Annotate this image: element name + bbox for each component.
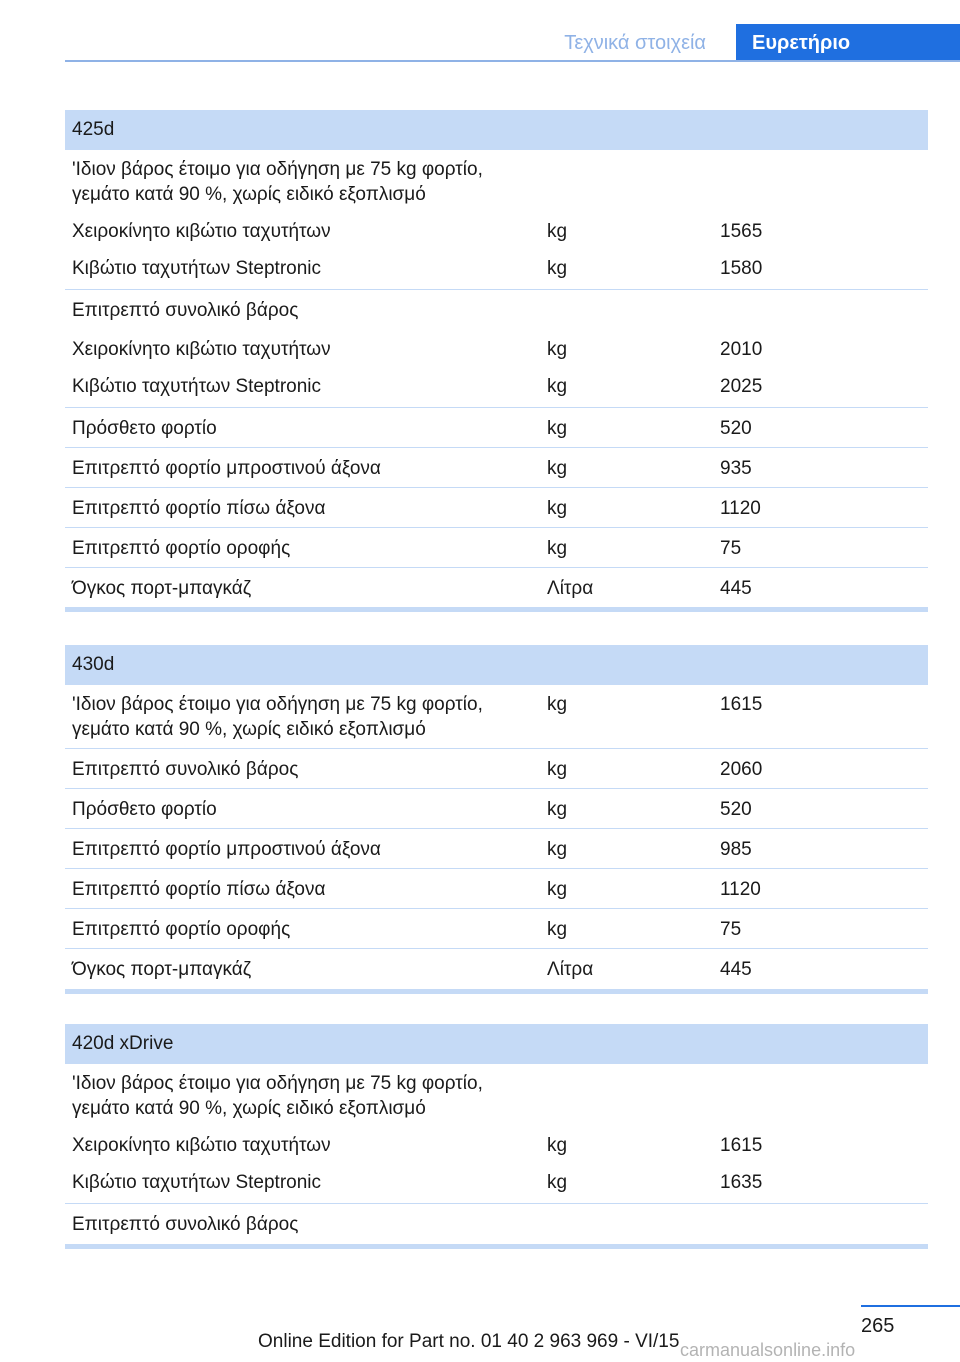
row-value (712, 1212, 928, 1237)
row-unit: kg (547, 258, 568, 279)
row-value: 1635 (720, 1172, 763, 1193)
row-unit: Λίτρα (547, 959, 594, 980)
row-label: Κιβώτιο ταχυτήτων Steptronic (72, 1172, 322, 1193)
row-label: Επιτρεπτό φορτίο μπροστινού άξονα (72, 839, 381, 860)
row-label: Επιτρεπτό φορτίο οροφής (72, 538, 291, 559)
row-value: 1580 (720, 258, 763, 279)
row-label: Χειροκίνητο κιβώτιο ταχυτήτων (72, 1135, 331, 1156)
table-title: 420d xDrive (65, 1024, 928, 1064)
row-unit: kg (547, 879, 568, 900)
page-header (65, 24, 960, 62)
row-value: 935 (720, 458, 752, 479)
table-row (65, 1204, 928, 1244)
row-label: 'Ιδιον βάρος έτοιμο για οδήγηση με 75 kg φορτίο, γεμάτο κατά 90 %, χωρίς ειδικό εξοπλισμό (72, 1073, 483, 1119)
row-value: 2010 (720, 339, 763, 360)
table-row (65, 250, 928, 290)
spec-table-430d (65, 645, 928, 994)
row-label: Επιτρεπτό φορτίο πίσω άξονα (72, 879, 326, 900)
row-label: Πρόσθετο φορτίο (72, 418, 217, 439)
table-row (65, 211, 928, 250)
table-row (65, 1064, 928, 1125)
section-tab-technical-data[interactable]: Τεχνικά στοιχεία (564, 32, 706, 54)
row-label: Επιτρεπτό συνολικό βάρος (72, 759, 299, 780)
row-label: Όγκος πορτ-μπαγκάζ (72, 578, 252, 599)
row-label: Πρόσθετο φορτίο (72, 799, 217, 820)
table-row (65, 408, 928, 448)
row-value: 2025 (720, 376, 763, 397)
table-row (65, 685, 928, 749)
edition-footer: Online Edition for Part no. 01 40 2 963 969 - VI/15 (258, 1331, 680, 1352)
row-unit: kg (547, 799, 568, 820)
row-unit (539, 157, 712, 207)
table-row (65, 488, 928, 528)
table-row (65, 568, 928, 607)
row-label: Επιτρεπτό φορτίο πίσω άξονα (72, 498, 326, 519)
table-row (65, 789, 928, 829)
row-label: Χειροκίνητο κιβώτιο ταχυτήτων (72, 221, 331, 242)
spec-table-425d (65, 110, 928, 612)
table-row (65, 368, 928, 408)
header-divider (65, 60, 960, 62)
row-value: 2060 (720, 759, 763, 780)
row-label: Χειροκίνητο κιβώτιο ταχυτήτων (72, 339, 331, 360)
row-label: Επιτρεπτό φορτίο οροφής (72, 919, 291, 940)
row-value: 985 (720, 839, 752, 860)
row-value: 1615 (720, 694, 763, 715)
table-row (65, 150, 928, 211)
row-label: 'Ιδιον βάρος έτοιμο για οδήγηση με 75 kg φορτίο, γεμάτο κατά 90 %, χωρίς ειδικό εξοπλισμό (72, 159, 483, 205)
row-unit: kg (547, 339, 568, 360)
row-label: Επιτρεπτό συνολικό βάρος (72, 300, 299, 321)
table-row (65, 749, 928, 789)
table-row (65, 949, 928, 989)
row-unit: kg (547, 376, 568, 397)
row-unit (539, 1212, 712, 1237)
table-row (65, 290, 928, 329)
row-label: Επιτρεπτό συνολικό βάρος (72, 1214, 299, 1235)
table-bottom-rule (65, 607, 928, 612)
row-value: 1120 (720, 879, 761, 900)
table-bottom-rule (65, 989, 928, 994)
table-row (65, 1125, 928, 1164)
table-row (65, 329, 928, 368)
row-unit: kg (547, 538, 568, 559)
spec-table-420d-xdrive (65, 1024, 928, 1249)
row-unit: kg (547, 458, 568, 479)
row-unit: kg (547, 498, 568, 519)
row-unit: kg (547, 839, 568, 860)
row-value: 1615 (720, 1135, 763, 1156)
page-number-rule (861, 1305, 960, 1307)
row-value (712, 157, 928, 207)
row-label: Κιβώτιο ταχυτήτων Steptronic (72, 258, 322, 279)
row-label: Κιβώτιο ταχυτήτων Steptronic (72, 376, 322, 397)
table-row (65, 909, 928, 949)
row-value: 75 (720, 919, 742, 940)
table-row (65, 528, 928, 568)
table-row (65, 1164, 928, 1204)
table-title: 425d (65, 110, 928, 150)
table-title: 430d (65, 645, 928, 685)
row-value: 75 (720, 538, 742, 559)
row-unit: kg (547, 759, 568, 780)
row-value: 1565 (720, 221, 763, 242)
watermark: carmanualsonline.info (680, 1340, 856, 1360)
table-row (65, 829, 928, 869)
row-unit (539, 1071, 712, 1121)
row-label: Επιτρεπτό φορτίο μπροστινού άξονα (72, 458, 381, 479)
table-row (65, 869, 928, 909)
row-value: 1120 (720, 498, 761, 519)
row-value: 520 (720, 418, 752, 439)
table-row (65, 448, 928, 488)
row-unit: kg (547, 919, 568, 940)
row-value: 445 (720, 959, 752, 980)
row-value (712, 298, 928, 323)
row-unit: kg (547, 694, 568, 715)
row-unit: kg (547, 1172, 568, 1193)
table-bottom-rule (65, 1244, 928, 1249)
row-value: 520 (720, 799, 752, 820)
row-unit (539, 298, 712, 323)
row-unit: Λίτρα (547, 578, 594, 599)
row-label: 'Ιδιον βάρος έτοιμο για οδήγηση με 75 kg φορτίο, γεμάτο κατά 90 %, χωρίς ειδικό εξοπλισμό (72, 694, 483, 740)
row-unit: kg (547, 221, 568, 242)
row-value: 445 (720, 578, 752, 599)
row-value (712, 1071, 928, 1121)
index-tab[interactable]: Ευρετήριο (736, 24, 960, 62)
row-unit: kg (547, 1135, 568, 1156)
page-number: 265 (861, 1315, 895, 1337)
row-unit: kg (547, 418, 568, 439)
row-label: Όγκος πορτ-μπαγκάζ (72, 959, 252, 980)
